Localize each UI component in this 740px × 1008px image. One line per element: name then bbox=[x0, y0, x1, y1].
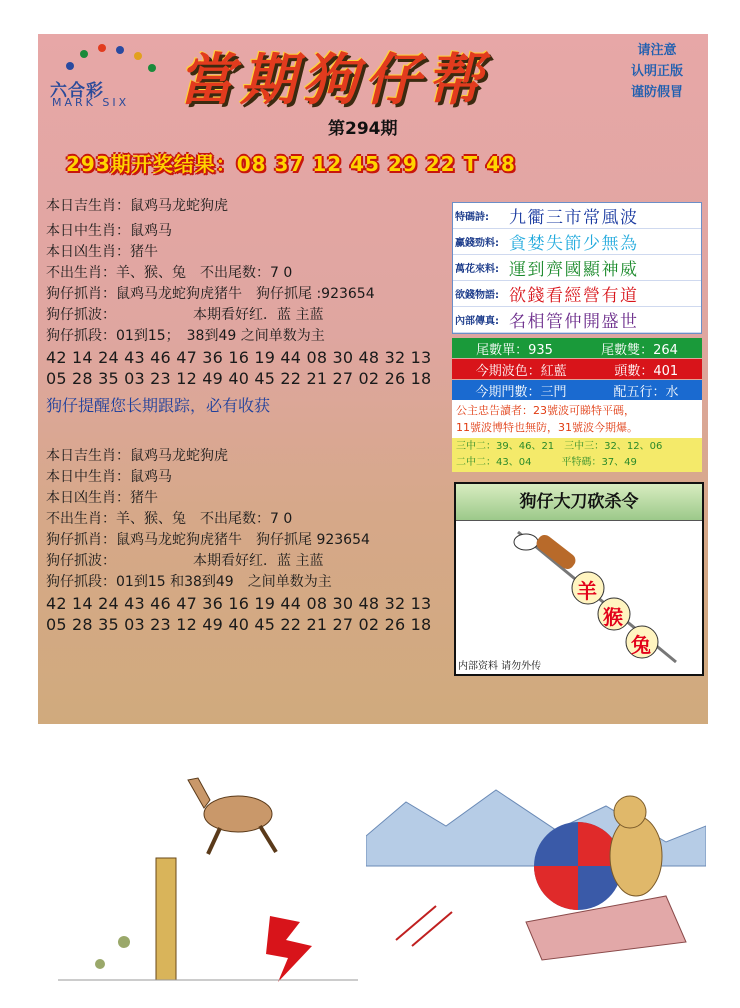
reminder-text: 狗仔提醒您长期跟踪，必有收获 bbox=[46, 396, 271, 415]
combo-grid bbox=[452, 438, 702, 472]
stat-item: 尾數單：935 bbox=[476, 342, 553, 358]
warning-block bbox=[612, 40, 702, 103]
poem-label: 欲錢物語: bbox=[455, 290, 499, 301]
info-panel bbox=[452, 202, 702, 472]
poem-row bbox=[453, 229, 701, 255]
kill-footer: 内部资料 请勿外传 bbox=[458, 661, 542, 672]
text-line: 不出生肖：羊、猴、兔 不出尾数：7 0 bbox=[46, 511, 293, 527]
warning-line: 认明正版 bbox=[630, 64, 683, 79]
poem-row bbox=[453, 255, 701, 281]
stat-item: 配五行：水 bbox=[613, 384, 679, 400]
stat-item: 尾數雙：264 bbox=[601, 342, 678, 358]
advice-line: 11號波博特也無防，31號波今期爆。 bbox=[456, 421, 638, 434]
text-line: 本日吉生肖：鼠鸡马龙蛇狗虎 bbox=[46, 198, 228, 214]
stat-item: 頭數：401 bbox=[614, 363, 679, 379]
poem-text: 貪婪失節少無為 bbox=[509, 234, 639, 254]
text-line: 本日吉生肖：鼠鸡马龙蛇狗虎 bbox=[46, 448, 228, 464]
advice-line: 公主忠告讀者：23號波可睇特平碼， bbox=[456, 404, 635, 417]
poem-row bbox=[453, 203, 701, 229]
stat-bar bbox=[452, 338, 702, 358]
zodiac-kill: 兔 bbox=[631, 633, 651, 657]
text-line: 本日中生肖：鼠鸡马 bbox=[46, 223, 172, 239]
text-line: 狗仔抓波： 本期看好红．蓝 主蓝 bbox=[46, 553, 324, 569]
logo-dots bbox=[58, 40, 158, 80]
poster bbox=[38, 34, 708, 724]
poem-box bbox=[452, 202, 702, 334]
bear-illustration bbox=[366, 726, 706, 996]
poem-label: 萬花來料: bbox=[455, 264, 499, 275]
zodiac-kill: 猴 bbox=[603, 605, 623, 629]
zodiac-kill: 羊 bbox=[577, 579, 597, 603]
warning-line: 谨防假冒 bbox=[630, 85, 683, 100]
text-line: 狗仔抓波： 本期看好红．蓝 主蓝 bbox=[46, 307, 324, 323]
text-line: 狗仔抓段：01到15； 38到49 之间单数为主 bbox=[46, 328, 325, 344]
prediction-section-1 bbox=[46, 196, 431, 416]
text-line: 本日凶生肖：猪牛 bbox=[46, 244, 158, 260]
draw-result: 293期开奖结果：08 37 12 45 29 22 T 48 bbox=[66, 152, 516, 176]
stat-item: 今期門數：三門 bbox=[475, 384, 567, 400]
poem-label: 特碼詩: bbox=[455, 212, 489, 223]
poem-text: 運到齊國顯神威 bbox=[509, 260, 639, 280]
text-line: 狗仔抓肖：鼠鸡马龙蛇狗虎猪牛 狗仔抓尾 :923654 bbox=[46, 286, 375, 302]
kill-order-box bbox=[454, 482, 704, 676]
issue-number: 第294期 bbox=[328, 119, 398, 139]
text-line: 本日中生肖：鼠鸡马 bbox=[46, 469, 172, 485]
page-title: 當期狗仔帮 bbox=[178, 47, 488, 113]
combo-line: 三中二：39、46、21 三中三：32、12、06 bbox=[456, 441, 663, 452]
stat-bars bbox=[452, 338, 702, 400]
poem-text: 欲錢看經營有道 bbox=[509, 286, 639, 306]
poem-label: 赢錢勁料: bbox=[455, 238, 499, 249]
number-line: 05 28 35 03 23 12 49 40 45 22 21 27 02 26 18 bbox=[46, 369, 432, 388]
poem-label: 內部傳真: bbox=[455, 316, 499, 327]
text-line: 本日凶生肖：猪牛 bbox=[46, 490, 158, 506]
text-line: 狗仔抓段：01到15 和38到49 之间单数为主 bbox=[46, 574, 332, 590]
poem-row bbox=[453, 281, 701, 307]
combo-line: 二中二：43、04 平特碼：37、49 bbox=[456, 457, 637, 468]
kill-order-title: 狗仔大刀砍杀令 bbox=[456, 484, 702, 521]
text-line: 狗仔抓肖：鼠鸡马龙蛇狗虎猪牛 狗仔抓尾 923654 bbox=[46, 532, 370, 548]
stat-bar bbox=[452, 359, 702, 379]
logo-subtitle: MARK SIX bbox=[52, 96, 130, 109]
stat-bar bbox=[452, 380, 702, 400]
number-line: 42 14 24 43 46 47 36 16 19 44 08 30 48 32 13 bbox=[46, 348, 432, 367]
text-line: 不出生肖：羊、猴、兔 不出尾数：7 0 bbox=[46, 265, 293, 281]
donkey-illustration bbox=[38, 726, 368, 996]
advice-note bbox=[452, 400, 702, 438]
poem-row bbox=[453, 307, 701, 333]
number-line: 42 14 24 43 46 47 36 16 19 44 08 30 48 32 13 bbox=[46, 594, 432, 613]
number-line: 05 28 35 03 23 12 49 40 45 22 21 27 02 26 18 bbox=[46, 615, 432, 634]
poem-text: 名相管仲開盛世 bbox=[509, 312, 639, 332]
warning-line: 请注意 bbox=[637, 43, 677, 58]
logo-text: 六合彩 bbox=[50, 81, 104, 101]
poem-text: 九衢三市常風波 bbox=[509, 208, 639, 228]
stat-item: 今期波色：紅藍 bbox=[475, 363, 567, 379]
prediction-section-2 bbox=[46, 446, 431, 635]
